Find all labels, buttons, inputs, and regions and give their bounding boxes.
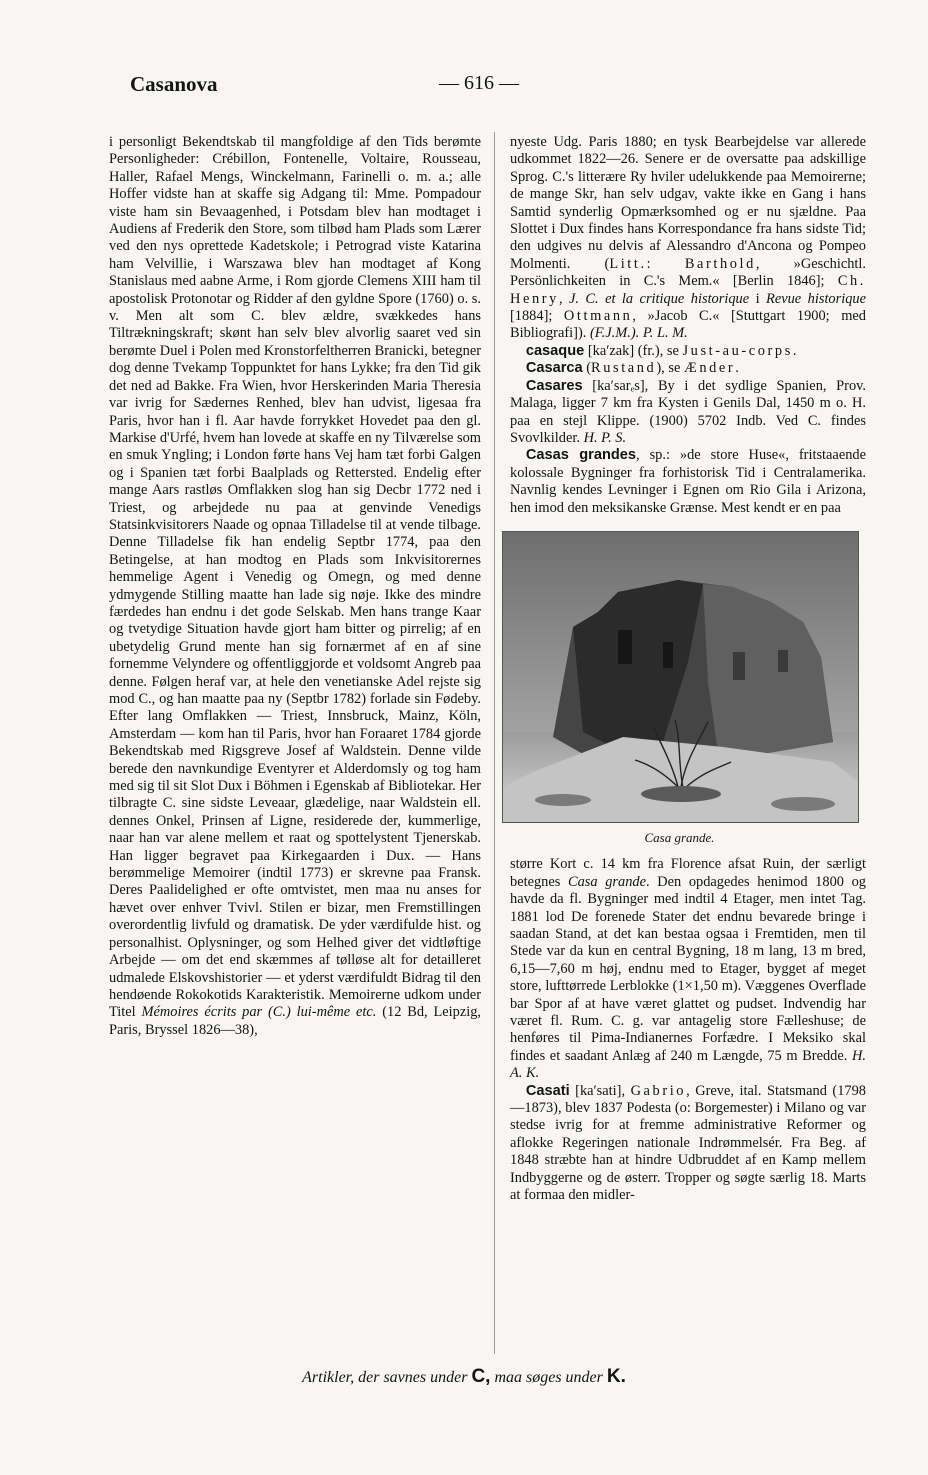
entry-text: [kaʹsati], bbox=[569, 1082, 631, 1099]
author-name: Barthold bbox=[684, 255, 756, 272]
casanova-text: i bbox=[749, 290, 767, 307]
figure-caption: Casa grande. bbox=[644, 829, 715, 845]
author-name: Ch. Henry bbox=[510, 273, 866, 307]
footer-text: maa søges under bbox=[490, 1369, 607, 1386]
casanova-text: , »Jacob C.« [Stuttgart 1900; med Bibliografi]). bbox=[510, 308, 866, 342]
memoirs-publication: (12 Bd, Leipzig, Paris, Bryssel 1826—38), bbox=[109, 1004, 481, 1038]
cross-reference: Just-au-corps bbox=[682, 342, 793, 359]
page-header bbox=[130, 72, 868, 106]
casanova-text: : bbox=[646, 255, 685, 272]
footer-text: Artikler, der savnes under bbox=[302, 1369, 472, 1386]
running-head-title: Casanova bbox=[130, 72, 218, 96]
casanova-body-text: i personligt Bekendtskab til mangfoldige af den Tids berømte Personligheder: Crébillon, Fontenelle, Voltaire, Rousseau, Haller, Rafael Mengs, Winckelmann, Farinelli o. m. a.; alle Hoffer vidste han at skaffe sig Adgang til: Mme. Pompadour viste ham sin Bevaagenhed, i Potsdam blev han modtaget i Audiens af Frederik den Store, som tilbød ham Plads som Lærer ved den nys oprettede Kadetskole; i Petrograd viste Katarina ham Velvillie, i Warszawa blev han modtaget af Kong Stanislaus med aabne Arme, i Rom gjorde Clemens XIII ham til apostolisk Protonotar og Ridder af den gyldne Spore (1760) o. s. v. Men alt som C. blev ældre, svækkedes hans Tiltrækningskraft; skønt han selv blev alvorlig saaret ved sin berømte Duel i Polen med Kronstorfeltherren Branicki, betegner dog denne Tvekamp Toppunktet for hans Lykke; fra den Tid gik det ned ad Bakke. Fra Wien, hvor Herskerinden Maria Theresia var ivrig for Sædernes Renhed, blev han udvist, ligesaa fra Paris, hvor han i fl. Aar havde forrykket Hovedet paa den gl. Markise d'Urfé, hvem han lovede at skaffe en ny Tilværelse som en smuk Yngling; i London førte hans Vej ham tæt forbi Galgen og i Spanien tæt forbi Baalplads og Rettersted. Endelig efter mange Aars rastløs Omflakken slog han sig Decbr 1772 ned i Triest, og arbejdede nu paa at genvinde Venedigs Statsinkvisitorers Naade og opnaa Tilladelse til at vende tilbage. Denne Tilladelse fik han endelig Septbr 1774, paa den Betingelse, at han modtog en Plads som Inkvisitorernes hemmelige Agent i Venedig og Omegn, og med denne ydmygende Stilling maatte han lade sig nøje. Ikke des mindre færdedes han endnu i det gode Selskab. Men hans trange Kaar og tvetydige Situation havde gjort ham bitter og pirrelig; af en ubetydelig Grund mente han sig fornærmet af en af sine fornemme Velyndere og offentliggjorde et voldsomt Angreb paa denne. Følgen heraf var, at hele den venetianske Adel rejste sig mod C., og han maatte paa ny (Septbr 1782) forlade sin Fødeby. Efter lang Omflakken — Triest, Innsbruck, Mainz, Köln, Amsterdam — kom han til Paris, hvor han Foraaret 1784 gjorde Bekendtskab med Rigsgreve Josef af Waldstein. Denne vilde berede den navnkundige Eventyrer et Alderdomsly og tog ham med sig til sit Slot Dux i Böhmen i Egenskab af Bibliotekar. Her tilbragte C. sine sidste Leveaar, glædelige, naar Waldstein ell. dennes Onkel, Prinsen af Ligne, residerede der, kummerlige, naar han var alene mellem et raat og spottelystent Tjenerskab. Han ligger begravet paa Kirkegaarden i Dux. — Hans berømmelige Memoirer (indtil 1773) er skrevne paa Fransk. Deres Paalidelighed er ofte omtvistet, men maa nu anses for hævet over enhver Tvivl. Stilen er bizar, men Fremstillingen overordentlig livfuld og dramatisk. De yder værdifulde hist. og personalhist. Oplysninger, og som Helhed giver det vidtløftige Arbejde — om det end skæmmes af tølløse alt for detailleret udmalede Elskovshistorier — et yderst værdifuldt Bidrag til den hendøende Rokokotids Karakteristik. Memoirerne udkom under Titel bbox=[109, 134, 481, 1021]
author-signature: H. A. K. bbox=[510, 1047, 866, 1082]
entry-casares bbox=[510, 378, 866, 448]
page-number: — 616 — bbox=[439, 72, 519, 94]
entry-text: [kaʹsarₑs], By i det sydlige Spanien, Prov. Malaga, ligger 7 km fra Kysten i Genils Dal, 1450 m o. H. paa en stejl Klippe. (1900) 5702 Indb. Ved C. findes Svovlkilder. bbox=[510, 377, 866, 446]
casa-grande-figure bbox=[502, 531, 857, 846]
work-title: Revue historique bbox=[766, 290, 867, 307]
casanova-entry-end bbox=[510, 134, 866, 343]
casa-grande-photo bbox=[502, 531, 859, 823]
casanova-text: , bbox=[558, 290, 569, 307]
casanova-entry-continued bbox=[109, 134, 481, 1039]
column-divider bbox=[494, 132, 495, 1354]
headword: Casati bbox=[525, 1082, 570, 1099]
right-column bbox=[510, 134, 866, 1204]
headword: Casas grandes bbox=[525, 447, 637, 464]
ruin-illustration bbox=[503, 532, 858, 822]
entry-text: ( bbox=[582, 360, 592, 377]
entry-casati bbox=[510, 1083, 866, 1205]
headword: Casares bbox=[525, 377, 583, 394]
casas-grandes-continued bbox=[510, 856, 866, 1082]
entry-casaque bbox=[510, 343, 866, 360]
entry-casarca bbox=[510, 360, 866, 377]
casanova-text: [1884]; bbox=[510, 308, 564, 325]
person-name: Gabrio bbox=[630, 1082, 687, 1099]
entry-text: , sp.: »de store Huse«, fritstaaende kolossale Bygninger fra forhistorisk Tid i Centralamerika. Navnlig kendes Levninger i Egnen om Rio Gila i Arizona, hen imod den meksikanske Grænse. Mest kendt er en paa bbox=[510, 447, 866, 516]
term-italic: Casa grande bbox=[567, 873, 646, 890]
casanova-text: nyeste Udg. Paris 1880; en tysk Bearbejdelse var allerede udkommet 1822—26. Senere er de oversatte paa adskillige Sprog. C.'s litterære Ry hviler udelukkende paa Memoirerne; de mange Skr, han selv udgav, vakte ikke en Gang i hans Samtid synderlig Opmærksomhed og er nu sjældne. Paa Slottet i Dux findes hans Korrespondance fra hans sidste Tid; den udgives nu delvis af Alessandro d'Ancona og Pompeo Molmenti. ( bbox=[510, 134, 866, 272]
cross-reference: Rustand bbox=[591, 360, 657, 377]
entry-text: [kaʹzak] (fr.), se bbox=[584, 342, 683, 359]
footer-letter: C, bbox=[471, 1366, 491, 1387]
entry-text: . bbox=[735, 360, 739, 377]
headword: Casarca bbox=[525, 360, 583, 377]
entry-text: ), se bbox=[656, 360, 684, 377]
author-signature: H. P. S. bbox=[583, 429, 627, 446]
cross-reference: Ænder bbox=[683, 360, 736, 377]
literature-label: Litt. bbox=[609, 255, 647, 272]
page-footer-note bbox=[0, 1366, 928, 1388]
entry-casas-grandes bbox=[510, 447, 866, 517]
work-title: J. C. et la critique historique bbox=[569, 290, 750, 307]
author-name: Ottmann bbox=[563, 308, 633, 325]
entry-text: større Kort c. 14 km fra Florence afsat Ruin, der særligt betegnes bbox=[510, 856, 866, 890]
left-column bbox=[109, 134, 481, 1039]
entry-text: . Den opdagedes henimod 1800 og havde da fl. Bygninger med indtil 4 Etager, men intet Tag. 1881 lod De forenede Stater det endnu bevarede bringe i saadan Stand, at det kan bestaa ogsaa i Fremtiden, men til Stede var da kun en central Bygning, 18 m lang, 13 m bred, 6,15—7,60 m høj, endnu med to Etager, bygget af meget store, lufttørrede Lerblokke (1×1,50 m). Væggenes Overflade bar Spor af at have været glattet og pudset. Indvendig har været fl. Rum. C. g. var antagelig store Fælleshuse; de henføres til Pima-Indianernes Forfædre. I Meksiko skal findes et saadant Anlæg af 240 m Længde, 75 m Bredde. bbox=[510, 873, 866, 1064]
entry-text: . bbox=[792, 342, 797, 359]
entry-text: , Greve, ital. Statsmand (1798—1873), blev 1837 Podesta (o: Borgemester) i Milano og var stedse ivrig for at fremme administrative Reformer og aflokke Regeringen nationale Indrømmelsér. Fra Beg. af 1848 stræbte han at hindre Udbruddet af en Kamp mellem Indbyggerne og de østerr. Tropper og søgte særlig 18. Marts at formaa den midler- bbox=[510, 1082, 866, 1204]
headword: casaque bbox=[525, 342, 585, 359]
author-signature: (F.J.M.). P. L. M. bbox=[589, 325, 688, 342]
casanova-text: , »Geschichtl. Persönlichkeiten in C.'s Mem.« [Berlin 1846]; bbox=[510, 255, 867, 290]
footer-letter: K. bbox=[606, 1366, 626, 1387]
memoirs-title: Mémoires écrits par (C.) lui-même etc. bbox=[141, 1004, 377, 1021]
